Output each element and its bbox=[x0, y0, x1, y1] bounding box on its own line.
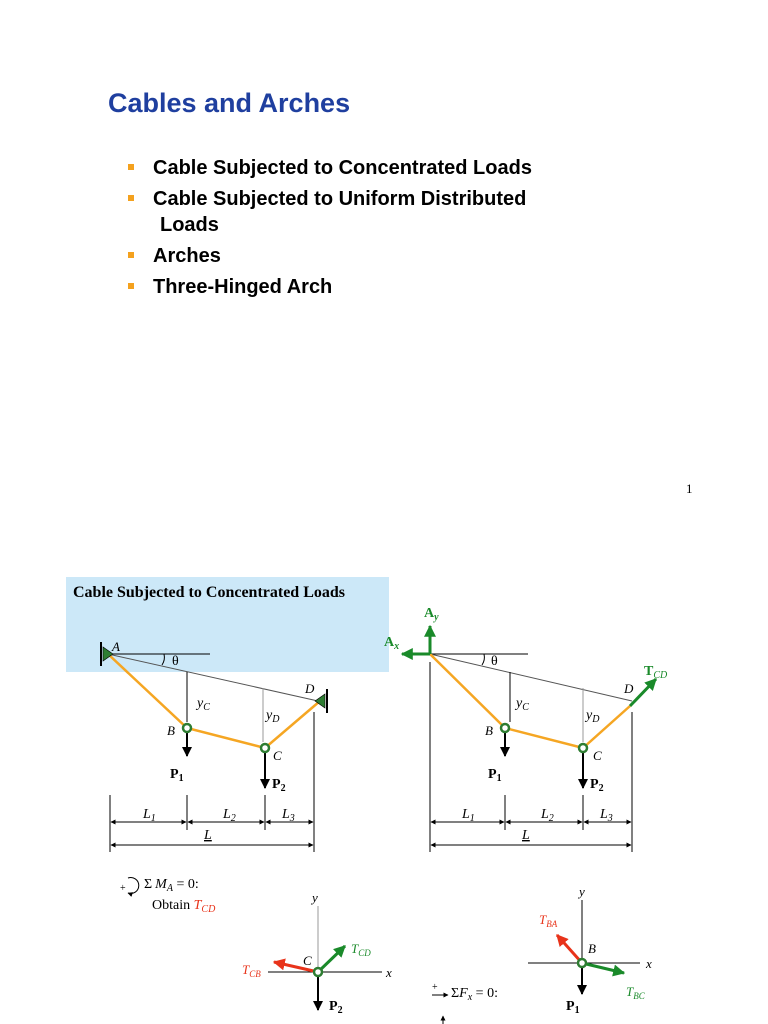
joint-c bbox=[579, 744, 587, 752]
support-d-icon bbox=[315, 694, 325, 708]
bullet-text: Cable Subjected to Uniform Distributed bbox=[153, 188, 527, 210]
l2-label: $L_2$ bbox=[541, 807, 554, 824]
yc-label: $y_C$ bbox=[516, 696, 529, 713]
theta-label: θ bbox=[172, 654, 179, 669]
y-axis-label: y bbox=[579, 884, 585, 899]
slide-title: Cables and Arches bbox=[108, 88, 351, 118]
bullet-text-continued: Loads bbox=[160, 214, 219, 236]
l2-label: $L_2$ bbox=[223, 807, 236, 824]
point-d-label: D bbox=[624, 681, 634, 696]
force-equation bbox=[432, 982, 498, 1024]
l1-label: $L_1$ bbox=[462, 807, 475, 824]
bullet-text: Cable Subjected to Concentrated Loads bbox=[153, 157, 532, 179]
yd-label: $y_D$ bbox=[266, 708, 280, 725]
moment-sum-text: Σ $M_A = 0$: bbox=[144, 877, 199, 894]
joint-c bbox=[314, 968, 322, 976]
tension-tcd-arrow bbox=[630, 679, 656, 706]
l1-label: $L_1$ bbox=[143, 807, 156, 824]
cable bbox=[430, 654, 630, 748]
yd-label: $y_D$ bbox=[586, 708, 600, 725]
load-p2-label: $P_2$ bbox=[329, 999, 343, 1016]
load-p2-label: $P_2$ bbox=[272, 777, 286, 794]
joint-b-free-body bbox=[528, 884, 652, 1016]
load-p2-label: $P_2$ bbox=[590, 777, 604, 794]
joint-c-label: C bbox=[303, 953, 312, 968]
total-l-label: L bbox=[522, 828, 530, 843]
section-title: Cable Subjected to Concentrated Loads bbox=[73, 584, 345, 601]
joint-b bbox=[578, 959, 586, 967]
bullet-text: Arches bbox=[153, 245, 221, 267]
joint-c-free-body bbox=[242, 890, 392, 1016]
moment-direction-icon bbox=[128, 878, 139, 894]
plus-sign: + bbox=[120, 883, 126, 894]
theta-label: θ bbox=[491, 654, 498, 669]
left-cable-diagram bbox=[101, 639, 327, 852]
bullet-text: Three-Hinged Arch bbox=[153, 276, 333, 298]
chord-line bbox=[108, 654, 318, 701]
total-l-label: L bbox=[204, 828, 212, 843]
y-axis-label: y bbox=[312, 890, 318, 905]
point-c-label: C bbox=[593, 748, 602, 763]
l3-label: $L_3$ bbox=[282, 807, 295, 824]
tcd-label: $T_{CD}$ bbox=[644, 664, 668, 681]
joint-b bbox=[501, 724, 509, 732]
ay-label: $A_y$ bbox=[424, 606, 439, 623]
l3-label: $L_3$ bbox=[600, 807, 613, 824]
point-b-label: B bbox=[485, 723, 493, 738]
point-c-label: C bbox=[273, 748, 282, 763]
joint-b-label: B bbox=[588, 941, 596, 956]
tcd-label: $T_{CD}$ bbox=[351, 941, 371, 958]
cable bbox=[108, 654, 320, 748]
tcb-label: $T_{CB}$ bbox=[242, 962, 261, 979]
load-p1-label: $P_1$ bbox=[566, 999, 580, 1016]
angle-arc bbox=[482, 654, 484, 665]
load-p1-label: $P_1$ bbox=[170, 767, 184, 784]
force-sum-text: $\Sigma F_x = 0$: bbox=[451, 986, 498, 1003]
point-a-label: A bbox=[112, 639, 120, 654]
point-d-label: D bbox=[305, 681, 315, 696]
tension-tcd-arrow bbox=[318, 946, 345, 972]
x-axis-label: x bbox=[646, 956, 652, 971]
tension-tba-arrow bbox=[557, 935, 582, 963]
tension-tbc-arrow bbox=[582, 963, 624, 973]
joint-c bbox=[261, 744, 269, 752]
obtain-text: Obtain $T_{CD}$ bbox=[152, 898, 216, 915]
plus-sign: + bbox=[432, 982, 438, 993]
chord-line bbox=[430, 654, 632, 701]
tba-label: $T_{BA}$ bbox=[539, 912, 558, 929]
load-p1-label: $P_1$ bbox=[488, 767, 502, 784]
page-number: 1 bbox=[686, 481, 693, 496]
ax-label: $A_x$ bbox=[384, 635, 400, 652]
yc-label: $y_C$ bbox=[197, 696, 210, 713]
moment-equation bbox=[120, 877, 216, 915]
tbc-label: $T_{BC}$ bbox=[626, 984, 645, 1001]
right-free-body-diagram bbox=[384, 606, 668, 852]
x-axis-label: x bbox=[386, 965, 392, 980]
point-b-label: B bbox=[167, 723, 175, 738]
joint-b bbox=[183, 724, 191, 732]
angle-arc bbox=[162, 654, 164, 665]
